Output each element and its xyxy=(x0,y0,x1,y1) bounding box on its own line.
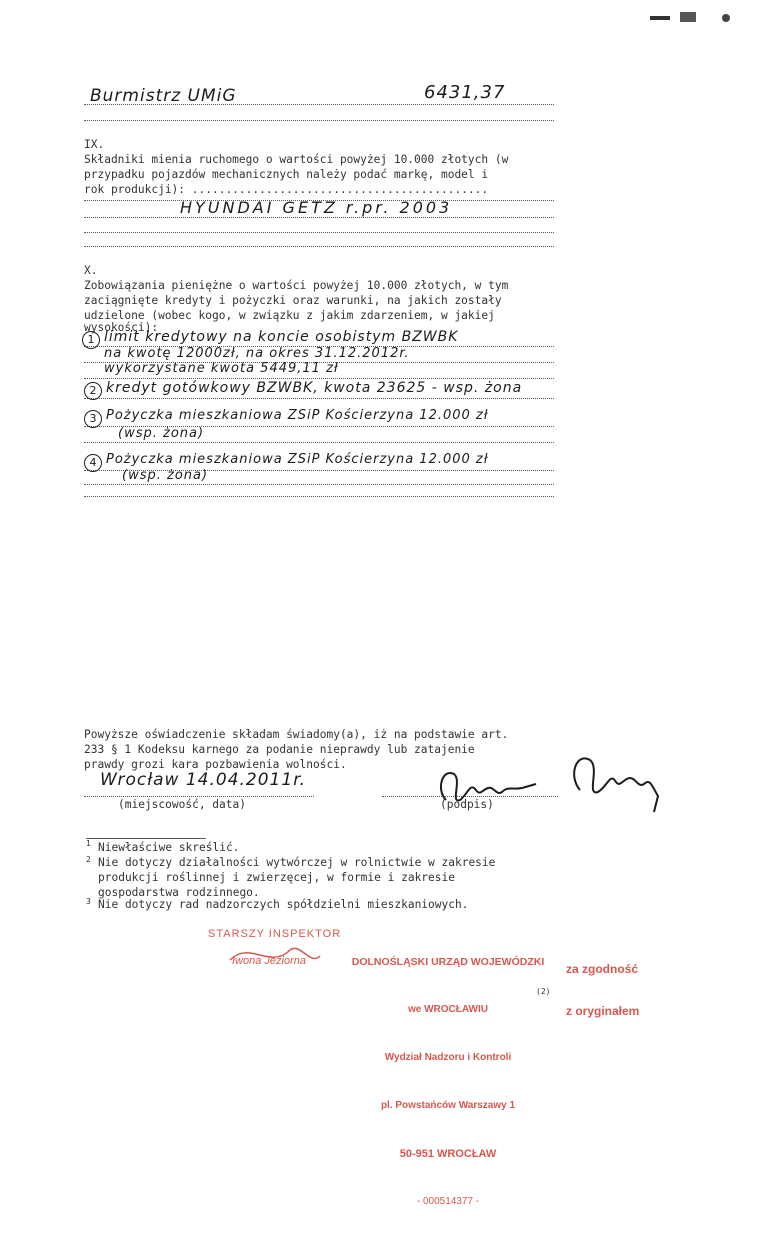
section-text-line: wysokości): xyxy=(84,321,159,334)
conformity-line: za zgodność xyxy=(566,962,639,976)
entry-line: wykorzystane kwota 5449,11 zł xyxy=(104,361,339,376)
entry-line: kredyt gotówkowy BZWBK, kwota 23625 - wsp. żona xyxy=(106,380,523,396)
office-stamp-line: 50-951 WROCŁAW xyxy=(399,1148,497,1160)
footnote-mark: 3 xyxy=(86,897,91,906)
section-text-line: Zobowiązania pieniężne o wartości powyżej 10.000 złotych, w tym xyxy=(84,279,509,292)
office-stamp xyxy=(338,920,558,1244)
dotted-line xyxy=(84,398,554,399)
handwritten-vehicle: HYUNDAI GETZ r.pr. 2003 xyxy=(180,198,453,217)
entry-line: na kwotę 12000zł, na okres 31.12.2012r. xyxy=(104,346,410,361)
entry-number-circle: 4 xyxy=(84,454,102,472)
office-stamp-line: Wydział Nadzoru i Kontroli xyxy=(384,1052,512,1063)
dotted-line xyxy=(84,378,554,379)
footnote-text: Nie dotyczy rad nadzorczych spółdzielni mieszkaniowych. xyxy=(98,898,469,911)
signature-mark xyxy=(566,750,666,820)
section-number: X. xyxy=(84,264,98,277)
scan-mark xyxy=(722,14,730,22)
inspector-name: Iwona Jeziorna xyxy=(232,955,306,967)
scan-mark xyxy=(680,12,696,22)
entry-line: (wsp. żona) xyxy=(122,468,209,483)
dotted-line xyxy=(84,442,554,443)
dotted-line xyxy=(84,120,554,121)
office-stamp-line: DOLNOŚLĄSKI URZĄD WOJEWÓDZKI xyxy=(351,956,545,968)
place-date-caption: (miejscowość, data) xyxy=(118,798,246,811)
footnote-text: Nie dotyczy działalności wytwórczej w rolnictwie w zakresie produkcji roślinnej i zwierzęcej, w formie i zakresie gospodarstwa rodzinnego. xyxy=(98,856,496,899)
section-number: IX. xyxy=(84,138,105,151)
entry-line: Pożyczka mieszkaniowa ZSiP Kościerzyna 12.000 zł xyxy=(106,452,489,467)
page-counter: (2) xyxy=(536,987,551,996)
inspector-title: STARSZY INSPEKTOR xyxy=(208,928,342,940)
signature-caption: (podpis) xyxy=(440,798,494,811)
office-stamp-line: pl. Powstańców Warszawy 1 xyxy=(380,1100,516,1111)
handwritten-label: Burmistrz UMiG xyxy=(90,86,237,106)
section-text-line: rok produkcji): ............................................ xyxy=(84,183,489,196)
inspector-signature-mark xyxy=(220,930,330,980)
declaration-line: 233 § 1 Kodeksu karnego za podanie nieprawdy lub zatajenie xyxy=(84,743,475,756)
dotted-line xyxy=(84,496,554,497)
section-text-line: przypadku pojazdów mechanicznych należy podać markę, model i xyxy=(84,168,489,181)
handwritten-value: 6431,37 xyxy=(424,82,506,103)
place-date-handwritten: Wrocław 14.04.2011r. xyxy=(100,770,307,790)
entry-number-circle: 1 xyxy=(82,331,100,349)
declaration-line: Powyższe oświadczenie składam świadomy(a), iż na podstawie art. xyxy=(84,728,509,741)
entry-line: limit kredytowy na koncie osobistym BZWBK xyxy=(104,329,459,345)
footnote-mark: 1 xyxy=(86,839,91,848)
footnote-text: Niewłaściwe skreślić. xyxy=(98,841,240,854)
scan-mark xyxy=(650,16,670,20)
dotted-line xyxy=(84,217,554,218)
signature-mark xyxy=(432,760,542,820)
footnote-mark: 2 xyxy=(86,855,91,864)
office-stamp-line: - 000514377 - xyxy=(416,1196,480,1207)
entry-number-circle: 2 xyxy=(84,382,102,400)
declaration-line: prawdy grozi kara pozbawienia wolności. xyxy=(84,758,347,771)
entry-line: Pożyczka mieszkaniowa ZSiP Kościerzyna 12.000 zł xyxy=(106,408,489,423)
entry-line: (wsp. żona) xyxy=(118,426,205,441)
footnote-separator xyxy=(86,838,206,839)
dotted-line xyxy=(84,246,554,247)
dotted-line xyxy=(84,232,554,233)
office-stamp-line: we WROCŁAWIU xyxy=(408,1004,488,1015)
conformity-line: z oryginałem xyxy=(566,1004,640,1018)
entry-number-circle: 3 xyxy=(84,410,102,428)
section-text-line: udzielone (wobec kogo, w związku z jakim zdarzeniem, w jakiej xyxy=(84,309,495,322)
conformity-stamp xyxy=(566,934,639,1046)
section-text-line: Składniki mienia ruchomego o wartości powyżej 10.000 złotych (w xyxy=(84,153,509,166)
dotted-line xyxy=(84,484,554,485)
section-text-line: zaciągnięte kredyty i pożyczki oraz warunki, na jakich zostały xyxy=(84,294,502,307)
